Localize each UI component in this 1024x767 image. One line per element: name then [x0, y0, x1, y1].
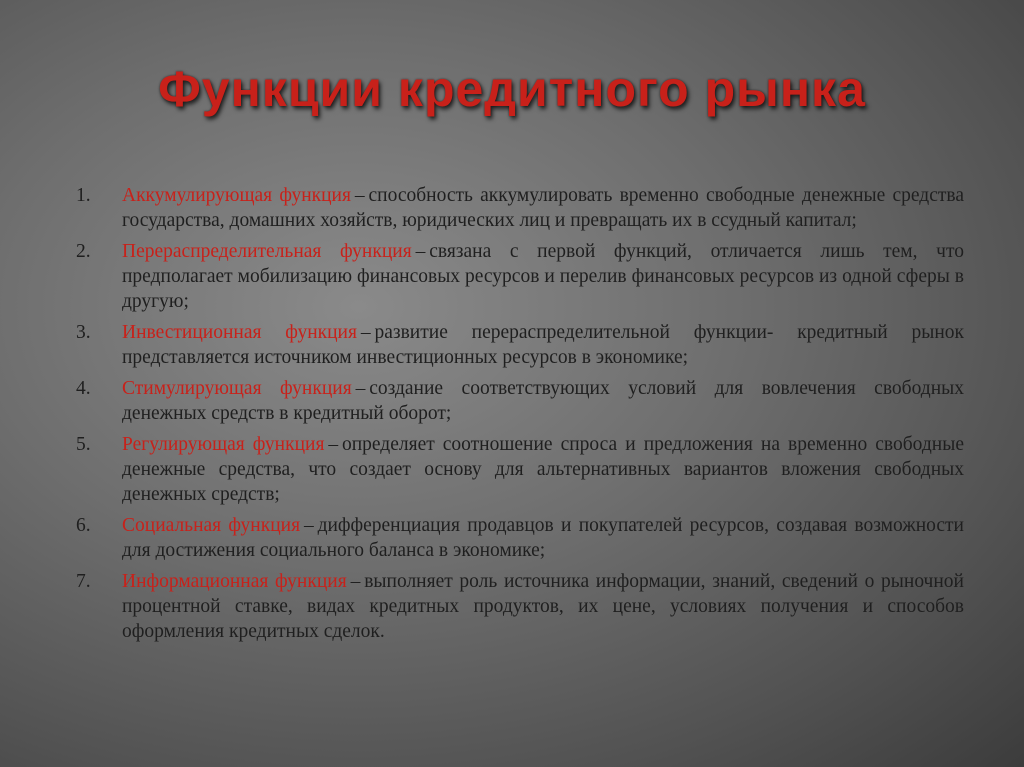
list-item — [76, 513, 964, 563]
list-item — [76, 183, 964, 233]
item-term: Инвестиционная функция — [122, 322, 357, 343]
item-dash: – — [360, 322, 371, 343]
functions-list — [76, 183, 964, 650]
item-description: способность аккумулировать временно свободные денежные средства государства, домашних хозяйств, юридических лиц и превращать их в ссудный капитал; — [122, 185, 964, 231]
item-description: выполняет роль источника информации, знаний, сведений о рыночной процентной ставке, видах кредитных продуктов, их цене, условиях получения и способов оформления кредитных сделок. — [122, 571, 964, 642]
item-term: Регулирующая функция — [122, 434, 325, 455]
item-description: дифференциация продавцов и покупателей ресурсов, создавая возможности для достижения социального баланса в экономике; — [122, 515, 964, 561]
list-item — [76, 239, 964, 314]
list-item — [76, 376, 964, 426]
list-item — [76, 320, 964, 370]
item-term: Стимулирующая функция — [122, 378, 352, 399]
item-description: создание соответствующих условий для вовлечения свободных денежных средств в кредитный оборот; — [122, 378, 964, 424]
item-dash: – — [355, 378, 366, 399]
item-description: определяет соотношение спроса и предложения на временно свободные денежные средства, что создает основу для альтернативных вариантов вложения свободных денежных средств; — [122, 434, 964, 505]
item-dash: – — [350, 571, 361, 592]
item-dash: – — [354, 185, 365, 206]
item-term: Информационная функция — [122, 571, 347, 592]
item-dash: – — [415, 241, 426, 262]
item-term: Перераспределительная функция — [122, 241, 412, 262]
item-description: развитие перераспределительной функции- кредитный рынок представляется источником инвестиционных ресурсов в экономике; — [122, 322, 964, 368]
item-term: Аккумулирующая функция — [122, 185, 351, 206]
item-number: 4. — [76, 378, 91, 399]
item-number: 6. — [76, 515, 91, 536]
item-description: связана с первой функций, отличается лишь тем, что предполагает мобилизацию финансовых ресурсов и перелив финансовых ресурсов из одной сферы в другую; — [122, 241, 964, 312]
item-number: 1. — [76, 185, 91, 206]
item-number: 3. — [76, 322, 91, 343]
item-dash: – — [303, 515, 314, 536]
item-dash: – — [328, 434, 339, 455]
list-item — [76, 432, 964, 507]
item-number: 2. — [76, 241, 91, 262]
list-item — [76, 569, 964, 644]
slide-title: Функции кредитного рынка — [158, 61, 866, 117]
item-term: Социальная функция — [122, 515, 301, 536]
item-number: 5. — [76, 434, 91, 455]
item-number: 7. — [76, 571, 91, 592]
